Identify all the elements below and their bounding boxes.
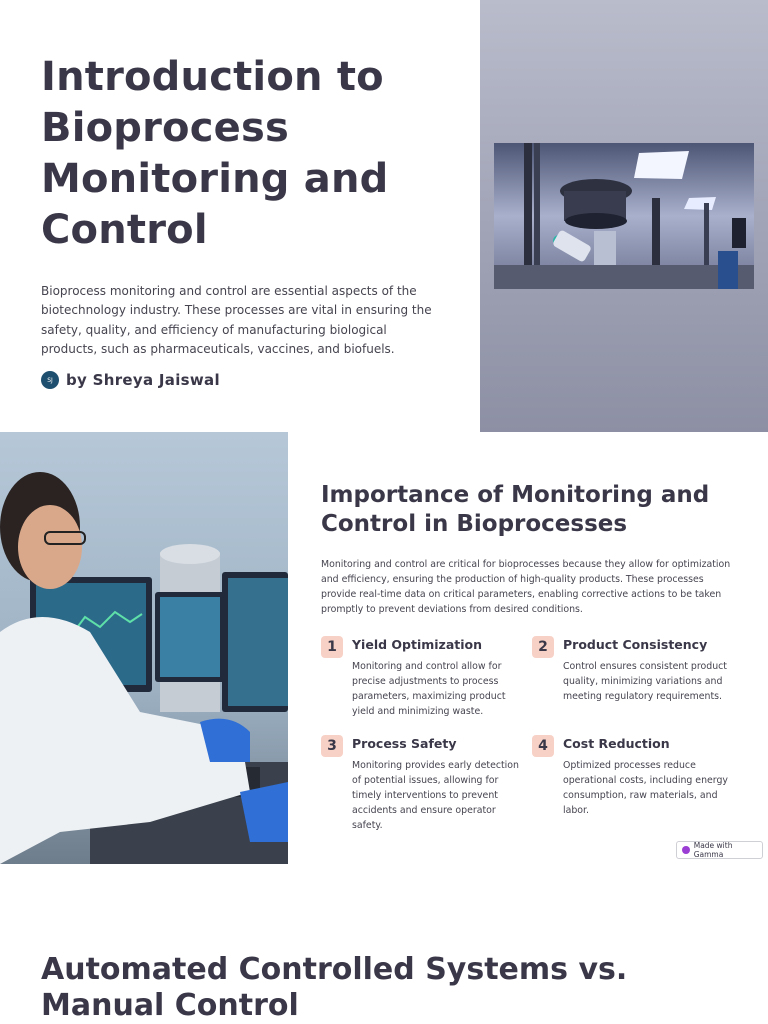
card-body: Monitoring and control allow for precise adjustments to process parameters, maximizing product yield and minimizing waste.	[352, 661, 506, 717]
importance-content	[321, 481, 741, 833]
card-process-safety	[321, 735, 532, 833]
card-number-badge: 1	[321, 636, 343, 658]
intro-body: Bioprocess monitoring and control are essential aspects of the biotechnology industry. These processes are vital in ensuring the safety, quality, and efficiency of manufacturing biological products, such as pharmaceuticals, vaccines, and biofuels.	[41, 284, 432, 356]
slide-importance	[0, 432, 768, 864]
card-cost-reduction	[532, 735, 732, 833]
intro-title: Introduction to Bioprocess Monitoring and Control	[41, 54, 389, 253]
card-title: Process Safety	[352, 736, 457, 751]
bioreactor-lab-image	[494, 143, 754, 289]
card-product-consistency	[532, 636, 732, 719]
card-number-badge: 4	[532, 735, 554, 757]
card-body: Control ensures consistent product quality, minimizing variations and meeting regulatory requirements.	[563, 661, 727, 702]
scientist-at-monitors-illustration	[0, 432, 288, 864]
made-with-gamma-button[interactable]	[676, 841, 763, 859]
slide-automated-vs-manual	[0, 864, 768, 1024]
author-name: by Shreya Jaiswal	[66, 371, 220, 390]
card-number-badge: 3	[321, 735, 343, 757]
automated-vs-manual-title: Automated Controlled Systems vs. Manual Control	[41, 952, 628, 1023]
card-body: Monitoring provides early detection of potential issues, allowing for timely interventions to prevent accidents and ensure operator safety.	[352, 760, 519, 831]
author-line	[41, 371, 451, 389]
scientist-monitoring-image	[0, 432, 288, 864]
bioreactor-lab-illustration	[494, 143, 754, 289]
card-title: Product Consistency	[563, 637, 708, 652]
card-number-badge: 2	[532, 636, 554, 658]
benefit-cards-grid	[321, 636, 741, 833]
importance-body: Monitoring and control are critical for bioprocesses because they allow for optimization and efficiency, ensuring the production of high-quality products. These processes provide real-time data on critical parameters, enabling corrective actions to be taken promptly to prevent deviations from desired conditions.	[321, 559, 731, 615]
author-avatar: SJ	[41, 371, 59, 389]
intro-text-column	[41, 52, 451, 389]
card-yield-optimization	[321, 636, 532, 719]
gamma-logo-icon	[682, 846, 690, 854]
card-title: Yield Optimization	[352, 637, 482, 652]
importance-title: Importance of Monitoring and Control in Bioprocesses	[321, 482, 710, 537]
gamma-badge-label: Made with Gamma	[693, 841, 733, 859]
intro-image-panel	[480, 0, 768, 432]
card-title: Cost Reduction	[563, 736, 670, 751]
slide-introduction	[0, 0, 768, 432]
card-body: Optimized processes reduce operational costs, including energy consumption, raw materials, and labor.	[563, 760, 728, 816]
